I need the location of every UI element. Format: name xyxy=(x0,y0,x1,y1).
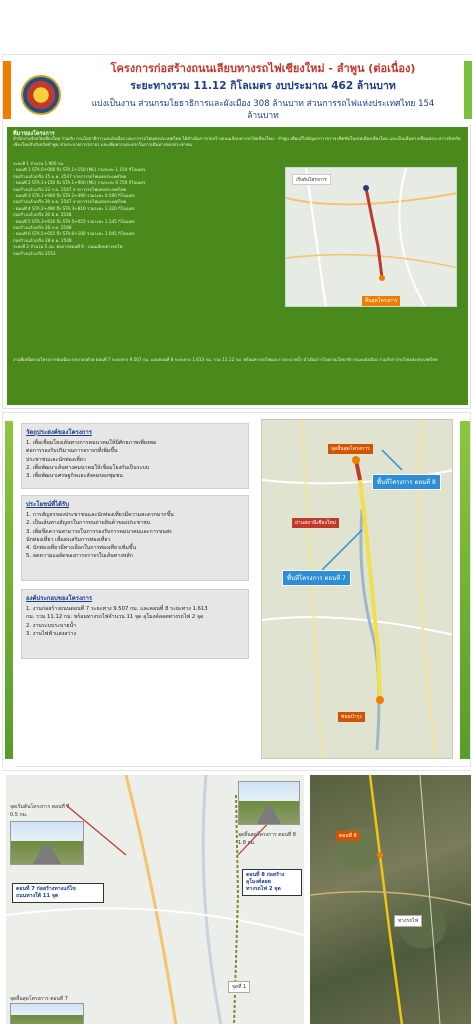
station-bottom-label: ซ่อมบำรุง xyxy=(338,712,365,722)
benefits-title: ประโยชน์ที่ได้รับ xyxy=(26,501,70,508)
benefit-item: 2. เป็นเส้นทางสัญจรในการขนถ่ายสินค้าของประชาชน xyxy=(26,520,151,527)
objective-item: ประชาชนและนักท่องเที่ยว xyxy=(26,456,86,463)
scope-item: 1. งานก่อสร้างถนนตอนที่ 7 ระยะทาง 9.507 กม. และตอนที่ 8 ระยะทาง 1.613 xyxy=(26,606,208,612)
phase-item: ระยะที่ 2 จำนวน 5 กม. ต่อจากตอนที่ 6 - ถนนเลียบทางรถไฟ xyxy=(13,244,123,250)
project-title: โครงการก่อสร้างถนนเลียบทางรถไฟเชียงใหม่ - ลำพูน (ต่อเนื่อง) xyxy=(110,62,416,75)
benefits-list xyxy=(26,511,244,561)
overview-map xyxy=(285,167,457,307)
overview-body xyxy=(7,127,468,405)
objectives-box xyxy=(21,423,249,489)
benefit-item: 3. เพิ่มขีดความสามารถในการรองรับการคมนาคมและการขนส่ง xyxy=(26,528,172,535)
phase8-callout: พื้นที่โครงการ ตอนที่ 8 xyxy=(372,474,441,490)
benefit-item: นักท่องเที่ยว เพื่อส่งเสริมการท่องเที่ยว xyxy=(26,536,111,543)
objective-item: 2. เพื่อพัฒนาเส้นทางคมนาคมให้เชื่อมโยงกันเป็นระบบ xyxy=(26,464,150,471)
project-area-map xyxy=(261,419,453,759)
left-decor-bar xyxy=(3,413,15,768)
scope-list xyxy=(26,605,244,638)
benefit-item: 4. นักท่องเที่ยวมีทางเลือกในการท่องเที่ยวเพิ่มขึ้น xyxy=(26,545,137,552)
scope-title: องค์ประกอบของโครงการ xyxy=(26,595,93,602)
objective-item: ต่อการรองรับปริมาณการจราจรที่เพิ่มขึ้น xyxy=(26,448,118,455)
benefit-item: 1. การสัญจรของประชาชนและนักท่องเที่ยวมีความสะดวกมากขึ้น xyxy=(26,512,174,518)
phase-item: ระยะที่ 1 จำนวน 1.900 กม. xyxy=(13,161,65,166)
objective-item: 3. เพื่อพัฒนาเศรษฐกิจและสังคมของชุมชน xyxy=(26,473,123,480)
overview-map-graphic xyxy=(286,168,457,307)
junction-label: จุดที่ 1 xyxy=(228,981,250,993)
remaining-work-text: งานที่เหลือตามโครงการต่อเนื่อง ประกอบด้วย ตอนที่ 7 ระยะทาง 9.507 กม. และตอนที่ 8 ระยะทาง 1.613 กม. รวม 11.12 กม. พร้อมทางรถไฟและรางระบายน้ำ ดำเนินการโดยกรมโยธาธิการและผังเมือง ร่วมกับการรถไฟแห่งประเทศไทย xyxy=(13,357,438,362)
satellite-map-graphic xyxy=(310,775,471,1024)
satellite-route xyxy=(370,775,402,1024)
map-start-label: เริ่มต้นโครงการ xyxy=(292,174,331,185)
background-heading: ที่มาของโครงการ xyxy=(13,131,55,137)
slide-site-photos xyxy=(2,770,471,1024)
header-accent-right xyxy=(464,61,472,119)
phase-item: ก่อสร้างแล้วเสร็จ 2553 xyxy=(13,250,56,256)
phase-list xyxy=(13,161,285,257)
phase-item: - ตอนที่ 3 STA.1+900 ถึง STA.2+490 รวมระยะ 0.590 กิโลเมตร xyxy=(13,193,135,199)
project-subtitle: ระยะทางรวม 11.12 กิโลเมตร งบประมาณ 462 ล้านบาท xyxy=(130,80,396,92)
benefits-box xyxy=(21,495,249,581)
phase-item: ก่อสร้างแล้วเสร็จ 22 ก.ค. 2547 จากการรถไฟแห่งประเทศไทย xyxy=(13,186,127,192)
start-distance: 0.5 กม. xyxy=(10,812,28,818)
site-photo-phase7-end xyxy=(10,1003,84,1024)
phase-item: - ตอนที่ 2 STA.1+150 ถึง STA.1+900 (ML) รวมระยะ 0.750 กิโลเมตร xyxy=(13,180,146,186)
funding-breakdown: แบ่งเป็นงาน ส่วนกรมโยธาธิการและผังเมือง 308 ล้านบาท ส่วนการรถไฟแห่งประเทศไทย 154 ล้านบาท xyxy=(91,99,435,121)
site-photo-start xyxy=(10,821,84,865)
phase-item: ก่อสร้างแล้วเสร็จ 28 ต.ค. 2548 xyxy=(13,237,72,243)
end-distance: 1.8 กม. xyxy=(238,840,256,846)
header-accent-left xyxy=(3,61,11,119)
slide-objectives xyxy=(2,412,471,767)
phase-item: ก่อสร้างแล้วเสร็จ 25 ม.ค. 2547 จากการรถไฟแห่งประเทศไทย xyxy=(13,173,127,179)
station-top-label: จุดสิ้นสุดโครงการ xyxy=(328,444,373,454)
map-end-label: สิ้นสุดโครงการ xyxy=(362,296,400,306)
phase-item: - ตอนที่ 1 STA.0+000 ถึง STA.1+150 (ML) รวมระยะ 1.150 กิโลเมตร xyxy=(13,167,146,173)
background-text: สำนักงานจังหวัดเชียงใหม่ ร่วมกับ กรมโยธาธิการและผังเมือง และการรถไฟแห่งประเทศไทย ได้ดำเนินการก่อสร้างถนนเลียบทางรถไฟเชียงใหม่ - ลำพูน เพื่อแก้ไขปัญหาการจราจรติดขัดในเขตเมืองเชียงใหม่ และเป็นเส้นทางเชื่อมต่อระหว่างจังหวัดเชียงใหม่กับจังหวัดลำพูน ช่วยระบายการจราจร และเพิ่มความสะดวกในการเดินทางของประชาชน xyxy=(13,137,461,148)
benefit-item: 5. ลดความแออัดของการจราจรในเส้นทางหลัก xyxy=(26,553,133,560)
right-decor-bar xyxy=(460,421,470,759)
phase-item: - ตอนที่ 4 STA.2+490 ถึง STA.3+810 รวมระยะ 1.320 กิโลเมตร xyxy=(13,205,135,211)
start-label: จุดเริ่มต้นโครงการ ตอนที่ 7 xyxy=(10,804,70,810)
slide-project-overview xyxy=(2,54,471,409)
phase-item: ก่อสร้างแล้วเสร็จ 26 ก.ค. 2548 xyxy=(13,225,72,231)
phase7-callout: พื้นที่โครงการ ตอนที่ 7 xyxy=(282,570,351,586)
phase-item: ก่อสร้างแล้วเสร็จ 30 มิ.ย. 2548 xyxy=(13,212,72,218)
overview-header xyxy=(3,55,472,125)
end-label: จุดสิ้นสุดโครงการ ตอนที่ 8 xyxy=(238,832,296,838)
objectives-title: วัตถุประสงค์ของโครงการ xyxy=(26,429,93,436)
station-chiangmai-label: ย่านสถานีเชียงใหม่ xyxy=(292,518,339,528)
phase7-end-label: จุดสิ้นสุดโครงการ ตอนที่ 7 xyxy=(10,996,68,1002)
objectives-list xyxy=(26,439,244,480)
phase8-info-box: ตอนที่ 8 ก่อสร้างอุโมงค์ลอด ทางรถไฟ 2 จุด xyxy=(242,869,302,896)
scope-item: 3. งานไฟฟ้าแสงสว่าง xyxy=(26,630,77,637)
satellite-phase-tag: ตอนที่ 8 xyxy=(336,831,360,841)
phase7-info-box: ตอนที่ 7 ก่อสร้างทางแก้ไข ถนนทางใต้ 11 จุด xyxy=(12,883,104,903)
site-map xyxy=(6,775,304,1024)
satellite-rail-label: ทางรถไฟ xyxy=(394,915,422,927)
project-area-map-graphic xyxy=(262,420,453,759)
scope-item: กม. รวม 11.12 กม. พร้อมทางรถไฟจำนวน 11 จุด อุโมงค์ลอดทางรถไฟ 2 จุด xyxy=(26,614,204,621)
phase-item: ก่อสร้างแล้วเสร็จ 30 ธ.ค. 2547 จากการรถไฟแห่งประเทศไทย xyxy=(13,199,127,205)
department-logo-icon xyxy=(21,75,61,115)
phase-item: - ตอนที่ 6 STA.5+055 ถึง STA.6+100 รวมระยะ 1.045 กิโลเมตร xyxy=(13,231,135,237)
satellite-map xyxy=(310,775,471,1024)
objective-item: 1. เพื่อเชื่อมโยงเส้นทางการคมนาคมให้มีศักยภาพเพียงพอ xyxy=(26,440,157,446)
scope-box xyxy=(21,589,249,659)
phase-item: - ตอนที่ 5 STA.3+810 ถึง STA.5+055 รวมระยะ 1.245 กิโลเมตร xyxy=(13,218,135,224)
site-photo-end xyxy=(238,781,300,825)
scope-item: 2. งานระบบระบายน้ำ xyxy=(26,622,77,629)
